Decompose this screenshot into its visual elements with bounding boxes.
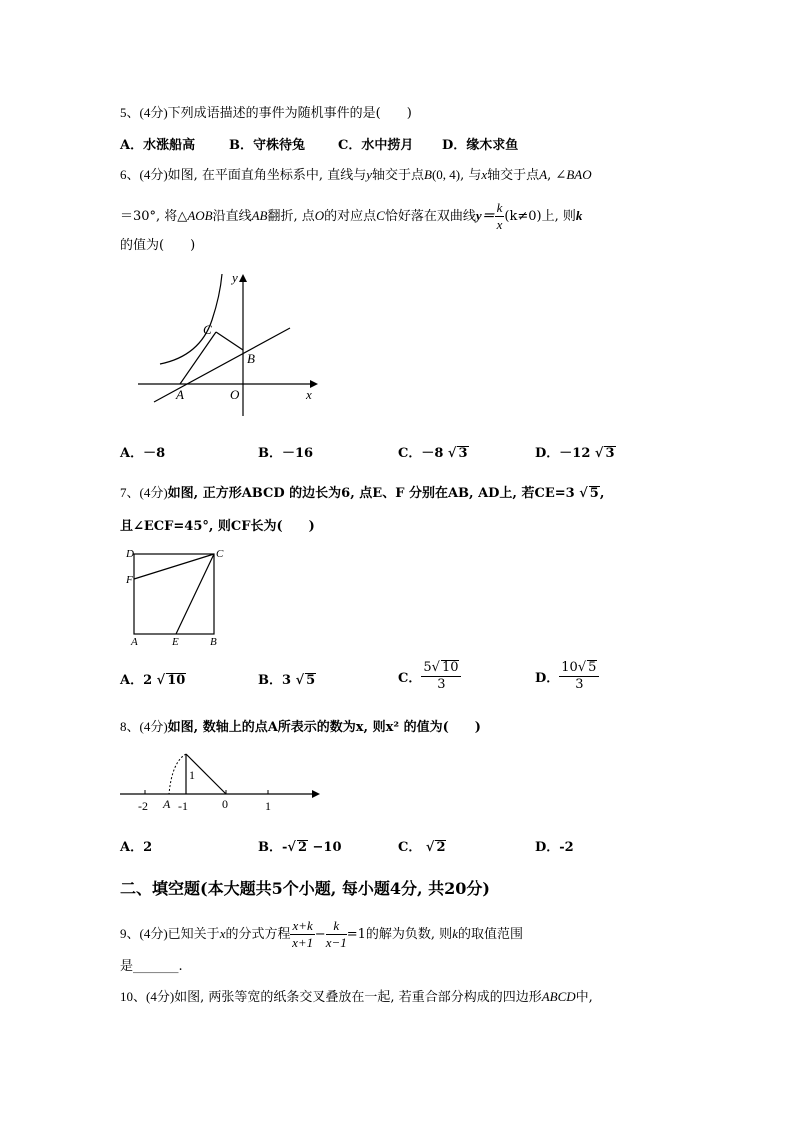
var-y: y	[366, 167, 372, 182]
q6-text: 恰好落在双曲线	[384, 209, 476, 224]
var-k: k	[575, 208, 583, 223]
radicand: 2	[297, 840, 307, 855]
label-e: E	[172, 636, 179, 648]
segment-cf	[134, 554, 214, 579]
var-x: x	[481, 167, 488, 182]
q5-text: 下列成语描述的事件为随机事件的是( )	[167, 106, 412, 121]
q8-stem	[120, 718, 481, 737]
q7-stem-line1: 7、(4分)如图, 正方形ABCD 的边长为6, 点E、F 分别在AB, AD上, 若CE=3 √ 5,	[120, 485, 605, 501]
option-d-fraction	[559, 660, 599, 693]
y-axis-arrow	[239, 274, 247, 282]
label-a: A	[131, 636, 138, 648]
q5-option-a: A．水涨船高	[120, 138, 196, 153]
radicand: 3	[458, 446, 468, 461]
segment-ce	[176, 554, 214, 634]
q5-options	[120, 134, 680, 156]
q6-text: , 与	[460, 168, 482, 183]
option-b-tail: −10	[312, 840, 342, 855]
quadrilateral-label: ABCD	[541, 989, 576, 1004]
section-heading: 二、填空题(本大题共5个小题, 每小题4分, 共20分)	[120, 879, 490, 898]
label-d: D	[126, 548, 134, 560]
q6-text: 翻折, 点	[267, 209, 315, 224]
fraction-denominator: 3	[437, 677, 446, 692]
q7-stem-line2	[120, 518, 315, 536]
segment-ac	[180, 332, 216, 384]
q5-prefix: 5、(4分)	[120, 105, 168, 120]
q10-prefix: 10、(4分)	[120, 989, 175, 1004]
fraction-numerator: k	[496, 200, 503, 215]
var-k: k	[452, 926, 458, 941]
label-one: 1	[265, 799, 271, 813]
fraction-denominator: x	[496, 217, 503, 232]
q7-option-b: B．3 √ 5	[258, 673, 316, 688]
q7-options	[120, 660, 680, 700]
option-c-label: C．	[398, 840, 422, 855]
fraction-numerator: k	[326, 918, 347, 935]
radicand: 5	[588, 660, 597, 675]
q6-text: 沿直线	[212, 209, 252, 224]
label-x: x	[306, 387, 312, 402]
triangle-label: AOB	[187, 208, 213, 223]
q9-text: 的解为负数, 则	[365, 927, 453, 942]
radicand: 5	[589, 486, 599, 501]
q7-prefix: 7、(4分)	[120, 485, 168, 500]
q10-text: 中,	[575, 990, 593, 1005]
q6-option-b: B．－16	[258, 446, 314, 461]
q6-text: 的值为( )	[120, 238, 196, 253]
option-d-coef: D．－12	[535, 446, 591, 461]
arc-dashed	[169, 754, 186, 794]
label-a: A	[163, 797, 171, 811]
q7-figure	[120, 544, 230, 648]
radicand: 10	[167, 673, 186, 688]
q6-stem-line2	[120, 200, 582, 233]
q6-stem-line1	[120, 166, 592, 185]
y-equals: y＝	[475, 208, 495, 223]
fraction-numerator: x+k	[292, 918, 313, 933]
q6-option-c: C．－8 √ 3	[398, 446, 468, 461]
label-side-length: 1	[189, 768, 195, 782]
radicand: 2	[436, 840, 446, 855]
radicand: 5	[306, 673, 316, 688]
point-o-label: O	[314, 208, 325, 223]
fraction-numerator: 10√ 5	[559, 660, 599, 677]
fraction-numerator: 5√ 10	[421, 660, 461, 677]
option-c-label: C．	[398, 671, 422, 686]
q9-stem-line1	[120, 918, 523, 951]
segment-cb	[216, 332, 243, 350]
fraction-2	[326, 918, 347, 951]
coef: 5	[423, 660, 432, 675]
q5-option-b: B．守株待兔	[229, 138, 305, 153]
q9-prefix: 9、(4分)	[120, 926, 168, 941]
line-ab	[154, 328, 290, 402]
label-b: B	[247, 351, 255, 366]
fraction-denominator: x−1	[325, 935, 347, 950]
label-f: F	[126, 574, 133, 586]
angle-label: BAO	[566, 167, 592, 182]
q10-stem	[120, 988, 593, 1007]
option-c-coef: C．－8	[398, 446, 444, 461]
fraction-denominator: 3	[575, 677, 584, 692]
q10-text: 如图, 两张等宽的纸条交叉叠放在一起, 若重合部分构成的四边形	[174, 990, 542, 1005]
label-o: O	[230, 387, 240, 402]
minus-sign: −	[314, 927, 326, 942]
k-over-x-fraction	[495, 200, 505, 233]
q8-prefix: 8、(4分)	[120, 719, 168, 734]
q9-text: 已知关于	[167, 927, 220, 942]
point-b-coord: (0, 4)	[431, 167, 461, 182]
radicand: 10	[441, 660, 459, 675]
radicand: 3	[605, 446, 615, 461]
q8-options	[120, 836, 680, 858]
q7-option-d	[535, 660, 599, 693]
q8-figure	[118, 748, 328, 818]
q6-text: 如图, 在平面直角坐标系中, 直线与	[167, 168, 367, 183]
option-b-label: B．-	[258, 840, 288, 855]
q6-figure	[130, 266, 330, 422]
q9-text: 的分式方程	[225, 927, 291, 942]
q9-stem-line2	[120, 958, 183, 976]
label-zero: 0	[222, 797, 228, 811]
label-c: C	[216, 548, 224, 560]
q7-option-a: A．2 √ 10	[120, 673, 186, 688]
option-d-label: D．	[535, 671, 560, 686]
q5-option-c: C．水中捞月	[338, 138, 414, 153]
hyperbola-curve	[160, 274, 222, 364]
point-c-label: C	[376, 208, 385, 223]
label-c: C	[203, 322, 212, 337]
var-x: x	[219, 926, 226, 941]
q7-text: 且∠ECF=45°, 则CF长为( )	[120, 519, 315, 534]
number-line-arrow	[312, 790, 320, 798]
label-a: A	[176, 387, 184, 402]
option-c-fraction	[421, 660, 461, 693]
q8-option-d: D．-2	[535, 840, 574, 855]
fraction-denominator: x+1	[292, 935, 314, 950]
q5-option-d: D．缘木求鱼	[442, 138, 519, 153]
q7-option-c	[398, 660, 461, 693]
q9-text: 是_______.	[120, 959, 183, 974]
label-y: y	[232, 270, 238, 285]
option-b-label: B．3	[258, 673, 292, 688]
label-minus-2: -2	[138, 799, 148, 813]
q6-option-a: A．－8	[120, 446, 166, 461]
q5-stem	[120, 104, 412, 123]
q8-option-b: B．-√ 2 −10	[258, 840, 342, 855]
line-ab-label: AB	[251, 208, 268, 223]
q6-option-d: D．－12 √ 3	[535, 446, 615, 461]
q6-stem-line3	[120, 237, 195, 255]
coef: 10	[561, 660, 578, 675]
q6-text: ＝30°, 将△	[120, 209, 188, 224]
q8-option-a: A．2	[120, 840, 153, 855]
q6-text: 轴交于点	[371, 168, 424, 183]
q7-text: 如图, 正方形ABCD 的边长为6, 点E、F 分别在AB, AD上, 若CE=3	[167, 486, 575, 501]
q8-option-c: C． √ 2	[398, 840, 446, 855]
q8-text: 如图, 数轴上的点A所表示的数为x, 则x² 的值为( )	[167, 720, 481, 735]
label-minus-1: -1	[178, 799, 188, 813]
option-a-label: A．2	[120, 673, 153, 688]
label-b: B	[210, 636, 217, 648]
q6-options	[120, 442, 680, 464]
point-b-label: B	[424, 167, 432, 182]
q6-text: 的对应点	[324, 209, 377, 224]
q9-text: 的取值范围	[457, 927, 523, 942]
q6-text: 轴交于点	[487, 168, 540, 183]
q6-prefix: 6、(4分)	[120, 167, 168, 182]
equals-one: =1	[346, 927, 366, 942]
q7-text: ,	[599, 486, 605, 501]
point-a-label: A	[539, 167, 548, 182]
q6-text: , ∠	[547, 168, 567, 183]
fraction-1	[290, 918, 314, 951]
q6-text: (k≠0)上, 则	[504, 209, 576, 224]
